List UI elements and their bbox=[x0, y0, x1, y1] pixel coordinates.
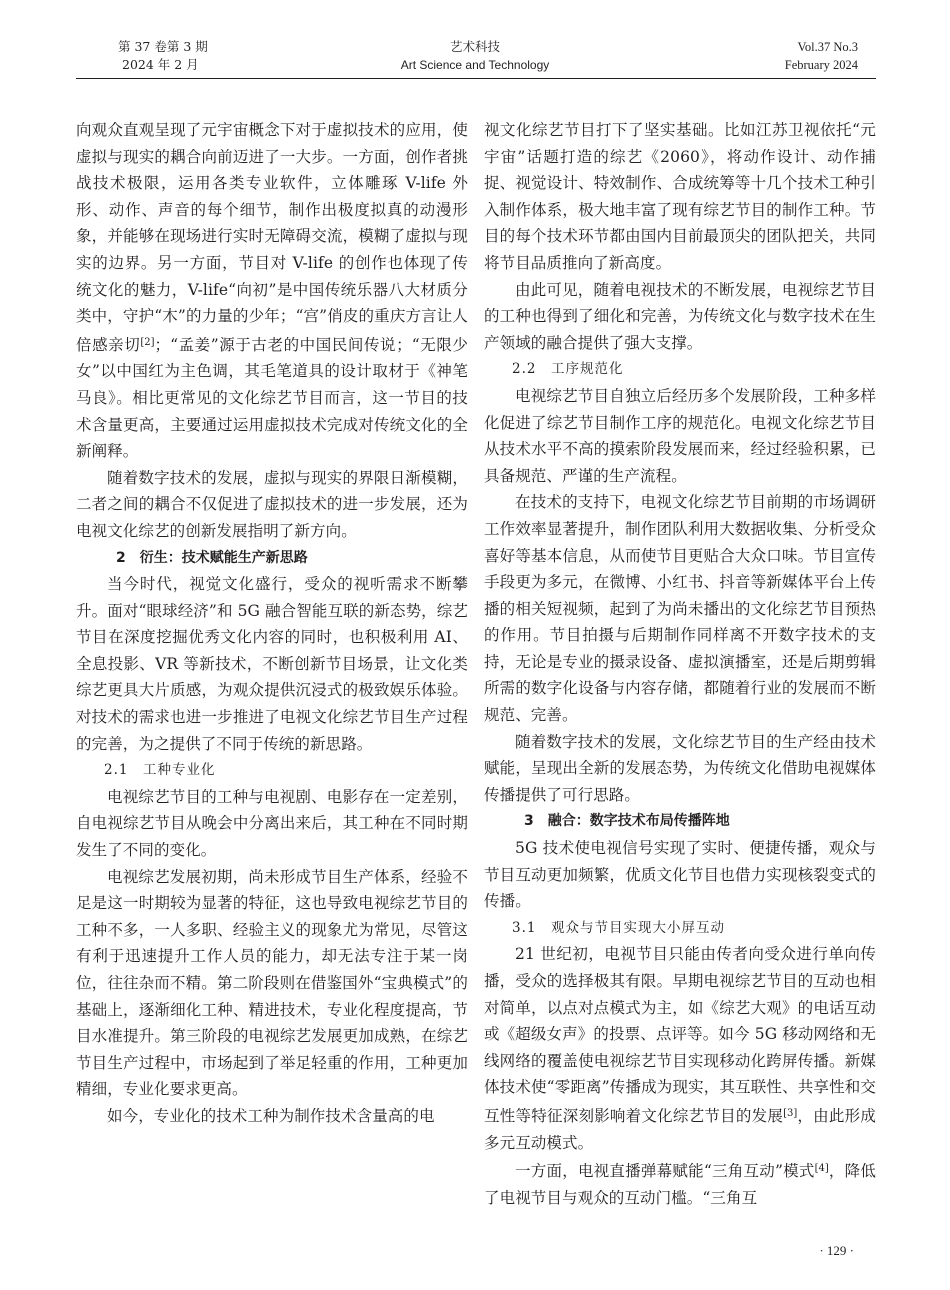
paragraph: 电视综艺节目自独立后经历多个发展阶段，工种多样化促进了综艺节目制作工序的规范化。电视文化综艺节目从技术水平不高的摸索阶段发展而来，经过经验积累，已具备规范、严谨的生产流程。 bbox=[484, 386, 876, 485]
subsection-heading: 2.1 工种专业化 bbox=[104, 762, 216, 779]
header-rule bbox=[76, 78, 876, 79]
paragraph: 视文化综艺节目打下了坚实基础。比如江苏卫视依托“元宇宙”话题打造的综艺《2060》，将动作设计、动作捕捉、视觉设计、特效制作、合成统筹等十几个技术工种引入制作体系，极大地丰富了现有综艺节目的制作工种。节目的每个技术环节都由国内目前最顶尖的团队把关，共同将节目品质推向了新高度。 bbox=[484, 121, 876, 272]
volume-issue: 第 37 卷第 3 期 bbox=[118, 39, 208, 54]
paragraph: 如今，专业化的技术工种为制作技术含量高的电 bbox=[107, 1106, 435, 1125]
journal-title-cn: 艺术科技 bbox=[449, 39, 500, 54]
paragraph: 随着数字技术的发展，文化综艺节目的生产经由技术赋能，呈现出全新的发展态势，为传统文化借助电视媒体传播提供了可行思路。 bbox=[484, 732, 876, 804]
page-number: · 129 · bbox=[819, 1243, 854, 1258]
paragraph: 电视综艺发展初期，尚未形成节目生产体系，经验不足是这一时期较为显著的特征，这也导致电视综艺节目的工种不多，一人多职、经验主义的现象尤为常见，尽管这有利于迅速提升工作人员的能力，却无法专注于某一岗位，往往杂而不精。第二阶段则在借鉴国外“宝典模式”的基础上，逐渐细化工种、精进技术，专业化程度提高，节目水准提升。第三阶段的电视综艺发展更加成熟，在综艺节目生产过程中，市场起到了举足轻重的作用，工种更加精细，专业化要求更高。 bbox=[76, 867, 468, 1099]
paragraph: 由此可见，随着电视技术的不断发展，电视综艺节目的工种也得到了细化和完善，为传统文化与数字技术在生产领域的融合提供了强大支撑。 bbox=[484, 280, 876, 352]
paragraph: 向观众直观呈现了元宇宙概念下对于虚拟技术的应用，使虚拟与现实的耦合向前迈进了一大步。一方面，创作者挑战技术极限，运用各类专业软件，立体雕琢 V-life 外形、动作、声音的每个细节，制作出极度拟真的动漫形象，并能够在现场进行实时无障碍交流，模糊了虚拟与现实的边界。另一方面，节目对 V-life 的创作也体现了传统文化的魅力，V-life“向初”是中国传统乐器八大材质分类中，守护“木”的力量的少年；“宫”俏皮的重庆方言让人倍感亲切[2]；“孟姜”源于古老的中国民间传说；“无限少女”以中国红为主色调，其毛笔道具的设计取材于《神笔马良》。相比更常见的文化综艺节目而言，这一节目的技术含量更高，主要通过运用虚拟技术完成对传统文化的全新阐释。 bbox=[76, 121, 469, 461]
paragraph: 在技术的支持下，电视文化综艺节目前期的市场调研工作效率显著提升，制作团队利用大数据收集、分析受众喜好等基本信息，从而使节目更贴合大众口味。节目宣传手段更为多元，在微博、小红书、抖音等新媒体平台上传播的相关短视频，起到了为尚未播出的文化综艺节目预热的作用。节目拍摄与后期制作同样离不开数字技术的支持，无论是专业的摄录设备、虚拟演播室，还是后期剪辑所需的数字化设备与内容存储，都随着行业的发展而不断规范、完善。 bbox=[484, 493, 876, 725]
right-column bbox=[484, 117, 876, 1211]
subsection-heading: 2.2 工序规范化 bbox=[512, 361, 624, 378]
citation-ref[interactable]: [4] bbox=[814, 1163, 829, 1175]
paragraph: 当今时代，视觉文化盛行，受众的视听需求不断攀升。面对“眼球经济”和 5G 融合智能互联的新态势，综艺节目在深度挖掘优秀文化内容的同时，也积极利用 AI、全息投影、VR 等新技术，不断创新节目场景，让文化类综艺更具大片质感，为观众提供沉浸式的极致娱乐体验。对技术的需求也进一步推进了电视文化综艺节目生产过程的完善，为之提供了不同于传统的新思路。 bbox=[76, 575, 468, 753]
citation-ref[interactable]: [2] bbox=[140, 336, 155, 348]
subsection-heading: 3.1 观众与节目实现大小屏互动 bbox=[512, 919, 725, 936]
issue-date: 2024 年 2 月 bbox=[122, 57, 199, 72]
paragraph: 21 世纪初，电视节目只能由传者向受众进行单向传播，受众的选择极其有限。早期电视综艺节目的互动也相对简单，以点对点模式为主，如《综艺大观》的电话互动或《超级女声》的投票、点评等。如今 5G 移动网络和无线网络的覆盖使电视综艺节目实现移动化跨屏传播。新媒体技术使“零距离”传播成为现实，其互联性、共享性和交互性等特征深刻影响着文化综艺节目的发展[3]，由此形成多元互动模式。 bbox=[484, 945, 876, 1152]
left-column bbox=[76, 117, 468, 1130]
paragraph: 电视综艺节目的工种与电视剧、电影存在一定差别，自电视综艺节目从晚会中分离出来后，其工种在不同时期发生了不同的变化。 bbox=[76, 787, 468, 860]
paragraph: 5G 技术使电视信号实现了实时、便捷传播，观众与节目互动更加频繁，优质文化节目也借力实现核裂变式的传播。 bbox=[484, 839, 876, 911]
paragraph: 一方面，电视直播弹幕赋能“三角互动”模式[4]，降低了电视节目与观众的互动门槛。“三角互 bbox=[484, 1162, 876, 1207]
citation-ref[interactable]: [3] bbox=[783, 1107, 798, 1119]
issue-date-en: February 2024 bbox=[784, 58, 858, 72]
paragraph: 随着数字技术的发展，虚拟与现实的界限日渐模糊，二者之间的耦合不仅促进了虚拟技术的进一步发展，还为电视文化综艺的创新发展指明了新方向。 bbox=[76, 468, 468, 540]
section-heading: 3 融合：数字技术布局传播阵地 bbox=[524, 813, 730, 830]
journal-title-en: Art Science and Technology bbox=[400, 58, 550, 72]
volume-issue-en: Vol.37 No.3 bbox=[797, 40, 858, 54]
journal-issue-en bbox=[785, 38, 858, 74]
section-heading: 2 衍生：技术赋能生产新思路 bbox=[116, 549, 308, 566]
